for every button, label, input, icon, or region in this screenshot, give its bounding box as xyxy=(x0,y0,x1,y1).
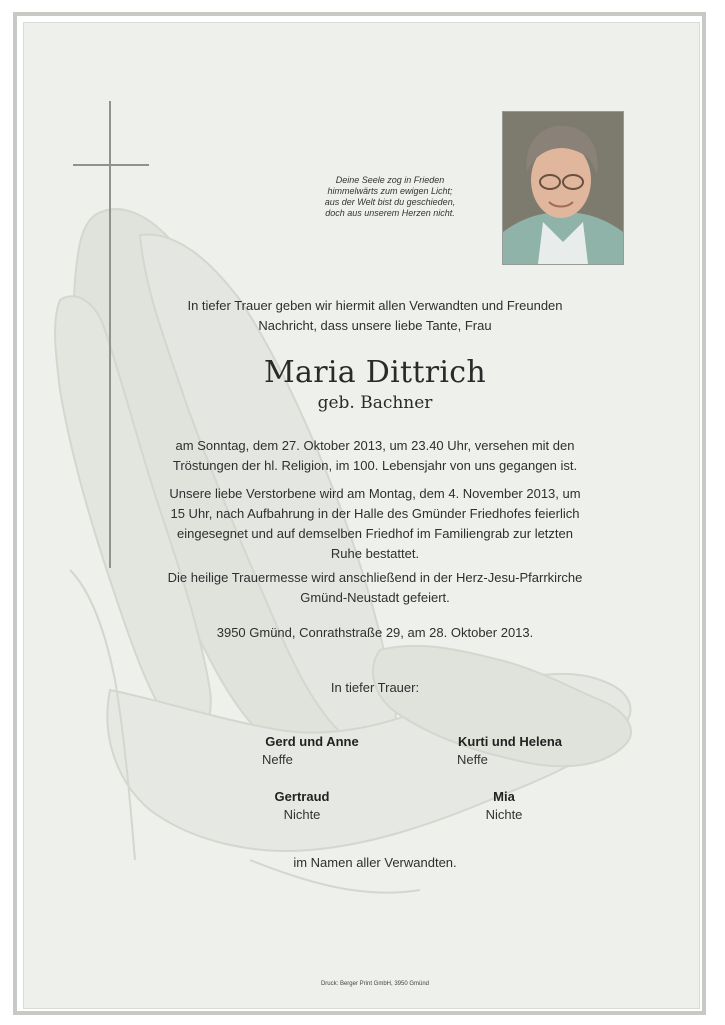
intro-line: In tiefer Trauer geben wir hiermit allen Verwandten und Freunden xyxy=(187,298,563,313)
poem-line: Deine Seele zog in Frieden xyxy=(335,175,445,185)
printer-credit: Druck: Berger Print GmbH, 3950 Gmünd xyxy=(320,981,430,987)
death-line: am Sonntag, dem 27. Oktober 2013, um 23.40 Uhr, versehen mit den xyxy=(175,438,575,453)
mourner-relation: Nichte xyxy=(283,807,321,822)
deceased-name: Maria Dittrich xyxy=(264,355,486,390)
funeral-line: Ruhe bestattet. xyxy=(330,546,420,561)
mourner-relation: Neffe xyxy=(262,752,293,767)
mourner-relation: Neffe xyxy=(457,752,488,767)
poem-line: himmelwärts zum ewigen Licht; xyxy=(327,186,453,196)
funeral-line: Unsere liebe Verstorbene wird am Montag, dem 4. November 2013, um xyxy=(169,486,581,501)
mass-line: Die heilige Trauermesse wird anschließend in der Herz-Jesu-Pfarrkirche xyxy=(167,570,583,585)
funeral-line: 15 Uhr, nach Aufbahrung in der Halle des Gmünder Friedhofes feierlich xyxy=(170,506,580,521)
mourner-name: Kurti und Helena xyxy=(457,734,562,749)
mourner-relation: Nichte xyxy=(485,807,523,822)
place-date: 3950 Gmünd, Conrathstraße 29, am 28. Oktober 2013. xyxy=(216,625,534,640)
portrait-photo xyxy=(502,111,624,265)
cross-horizontal-bar xyxy=(73,164,149,166)
poem-line: aus der Welt bist du geschieden, xyxy=(324,197,456,207)
mourner-entry xyxy=(222,788,382,824)
closing-text: im Namen aller Verwandten. xyxy=(293,855,457,870)
death-line: Tröstungen der hl. Religion, im 100. Lebensjahr von uns gegangen ist. xyxy=(172,458,578,473)
cross-vertical-bar xyxy=(109,101,111,568)
intro-text xyxy=(150,296,600,336)
funeral-text xyxy=(150,484,600,564)
mass-text xyxy=(150,568,600,608)
mourner-name: Mia xyxy=(493,789,515,804)
mourner-name: Gertraud xyxy=(274,789,330,804)
intro-line: Nachricht, dass unsere liebe Tante, Frau xyxy=(258,318,492,333)
mourner-entry xyxy=(424,788,584,824)
poem-line: doch aus unserem Herzen nicht. xyxy=(325,208,455,218)
mourner-name: Gerd und Anne xyxy=(265,734,359,749)
maiden-name: geb. Bachner xyxy=(317,393,433,413)
mourner-entry xyxy=(430,733,590,769)
memorial-poem xyxy=(290,175,490,219)
death-notice-text xyxy=(150,436,600,476)
mourner-entry xyxy=(232,733,392,769)
mass-line: Gmünd-Neustadt gefeiert. xyxy=(300,590,450,605)
mourning-heading: In tiefer Trauer: xyxy=(330,680,420,695)
portrait-image xyxy=(503,112,623,264)
funeral-line: eingesegnet und auf demselben Friedhof im Familiengrab zur letzten xyxy=(176,526,573,541)
